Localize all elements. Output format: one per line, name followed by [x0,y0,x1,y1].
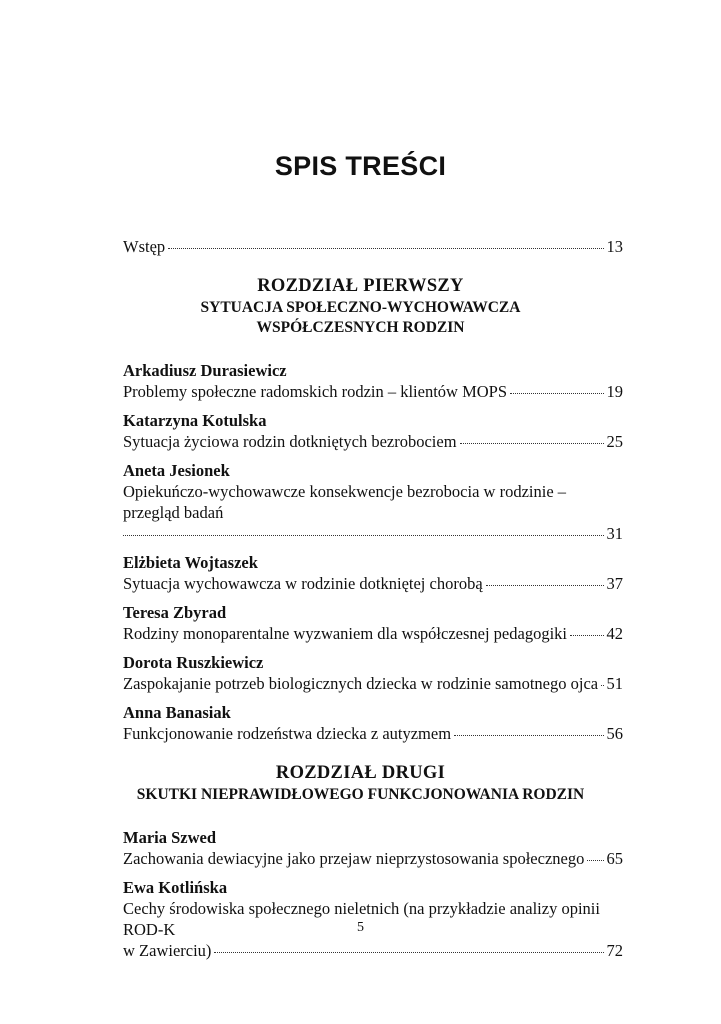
toc-entry [123,360,623,402]
dot-leader [601,684,603,686]
toc-entry-title: Zaspokajanie potrzeb biologicznych dziecka w rodzinie samotnego ojca [123,674,599,693]
chapter-heading [0,275,721,338]
dot-leader [460,442,604,444]
toc-intro-row [123,236,623,257]
toc-entry-title: Rodziny monoparentalne wyzwaniem dla współczesnej pedagogiki [123,624,567,643]
toc-author: Elżbieta Wojtaszek [123,553,258,572]
toc-page-number: 31 [606,524,623,543]
toc-entry-title: w Zawierciu) [123,941,212,960]
toc-entry [123,652,623,694]
toc-entry-title: Wstęp [123,237,166,256]
dot-leader [168,247,603,249]
toc-page-number: 51 [606,674,623,693]
toc-list [123,236,623,961]
chapter-subtitle-line: WSPÓŁCZESNYCH RODZIN [256,319,465,336]
chapter-heading [0,762,721,805]
dot-leader [214,951,603,953]
toc-entry [123,552,623,594]
toc-author: Arkadiusz Durasiewicz [123,361,287,380]
toc-author: Anna Banasiak [123,703,231,722]
toc-page-number: 65 [606,849,623,868]
chapter-title: ROZDZIAŁ PIERWSZY [257,276,464,296]
toc-entry-title: Sytuacja życiowa rodzin dotkniętych bezrobociem [123,432,457,451]
toc-author: Katarzyna Kotulska [123,411,267,430]
toc-author: Teresa Zbyrad [123,603,227,622]
toc-entry-title-line: Opiekuńczo-wychowawcze konsekwencje bezrobocia w rodzinie – przegląd badań [123,482,567,522]
dot-leader [454,734,603,736]
dot-leader [123,534,604,536]
chapter-subtitle-line: SKUTKI NIEPRAWIDŁOWEGO FUNKCJONOWANIA RODZIN [136,786,585,803]
dot-leader [486,584,604,586]
toc-entry [123,702,623,744]
toc-entry [123,602,623,644]
toc-page-number: 25 [606,432,623,451]
toc-entry-title: Sytuacja wychowawcza w rodzinie dotkniętej chorobą [123,574,483,593]
dot-leader [510,392,603,394]
toc-author: Dorota Ruszkiewicz [123,653,264,672]
toc-entry-title: Problemy społeczne radomskich rodzin – klientów MOPS [123,382,508,401]
toc-author: Ewa Kotlińska [123,878,228,897]
toc-page-number: 42 [606,624,623,643]
chapter-title: ROZDZIAŁ DRUGI [275,763,446,783]
toc-author: Aneta Jesionek [123,461,230,480]
toc-page-number: 19 [606,382,623,401]
dot-leader [570,634,604,636]
page-title: SPIS TREŚCI [274,151,447,181]
toc-entry [123,827,623,869]
toc-entry [123,410,623,452]
toc-entry [123,460,623,544]
toc-entry-title: Funkcjonowanie rodzeństwa dziecka z autyzmem [123,724,452,743]
chapter-subtitle-line: SYTUACJA SPOŁECZNO-WYCHOWAWCZA [200,299,521,316]
dot-leader [587,859,603,861]
toc-page-number: 13 [606,237,623,256]
toc-entry-title: Zachowania dewiacyjne jako przejaw nieprzystosowania społecznego [123,849,585,868]
toc-entry [123,877,623,961]
page-number-footer: 5 [357,920,364,935]
toc-entry-title-line: Cechy środowiska społecznego nieletnich (na przykładzie analizy opinii ROD-K [123,899,600,939]
toc-author: Maria Szwed [123,828,217,847]
toc-page-number: 56 [606,724,623,743]
toc-page-number: 37 [606,574,623,593]
toc-page-number: 72 [606,941,623,960]
